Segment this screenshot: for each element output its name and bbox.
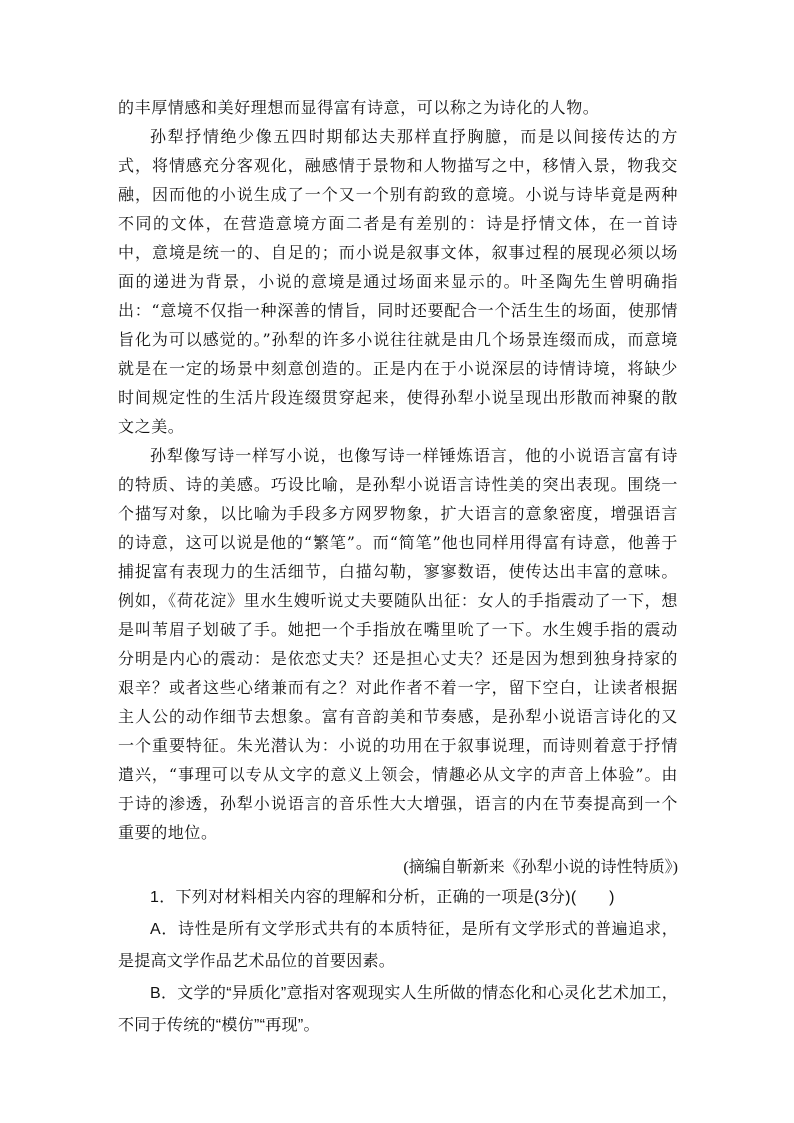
article-paragraph-3: 孙犁像写诗一样写小说，也像写诗一样锤炼语言，他的小说语言富有诗的特质、诗的美感。巧设比喻，是孙犁小说语言诗性美的突出表现。围绕一个描写对象，以比喻为手段多方网罗物象，扩大语言的意象密度，增强语言的诗意，这可以说是他的“繁笔”。而“简笔”他也同样用得富有诗意，他善于捕捉富有表现力的生活细节，白描勾勒，寥寥数语，使传达出丰富的意味。例如，《荷花淀》里水生嫂听说丈夫要随队出征：女人的手指震动了一下，想是叫苇眉子划破了手。她把一个手指放在嘴里吮了一下。水生嫂手指的震动分明是内心的震动：是依恋丈夫？还是担心丈夫？还是因为想到独身持家的艰辛？或者这些心绪兼而有之？对此作者不着一字，留下空白，让读者根据主人公的动作细节去想象。富有音韵美和节奏感，是孙犁小说语言诗化的又一个重要特征。朱光潜认为：小说的功用在于叙事说理，而诗则着意于抒情遣兴，“事理可以专从文字的意义上领会，情趣必从文字的声音上体验”。由于诗的渗透，孙犁小说语言的音乐性大大增强，语言的内在节奏提高到一个重要的地位。 <box>118 446 678 842</box>
article-paragraph-1: 的丰厚情感和美好理想而显得富有诗意，可以称之为诗化的人物。 <box>118 98 600 117</box>
article-paragraph-2: 孙犁抒情绝少像五四时期郁达夫那样直抒胸臆，而是以间接传达的方式，将情感充分客观化，融感情于景物和人物描写之中，移情入景，物我交融，因而他的小说生成了一个又一个别有韵致的意境。小说与诗毕竟是两种不同的文体，在营造意境方面二者是有差别的：诗是抒情文体，在一首诗中，意境是统一的、自足的；而小说是叙事文体，叙事过程的展现必须以场面的递进为背景，小说的意境是通过场面来显示的。叶圣陶先生曾明确指出：“意境不仅指一种深善的情旨，同时还要配合一个活生生的场面，使那情旨化为可以感觉的。”孙犁的许多小说往往就是由几个场景连缀而成，而意境就是在一定的场景中刻意创造的。正是内在于小说深层的诗情诗境，将缺少时间规定性的生活片段连缀贯穿起来，使得孙犁小说呈现出形散而神聚的散文之美。 <box>118 127 678 436</box>
article-source: (摘编自靳新来《孙犁小说的诗性特质》) <box>403 859 678 876</box>
question-option-b: B．文学的“异质化”意指对客观现实人生所做的情态化和心灵化艺术加工，不同于传统的“模仿”“再现”。 <box>118 985 678 1034</box>
question-option-a: A．诗性是所有文学形式共有的本质特征，是所有文学形式的普遍追求，是提高文学作品艺术品位的首要因素。 <box>118 921 678 970</box>
question-stem: 1．下列对材料相关内容的理解和分析，正确的一项是(3分)( ) <box>150 889 615 906</box>
document-page <box>118 93 678 1042</box>
